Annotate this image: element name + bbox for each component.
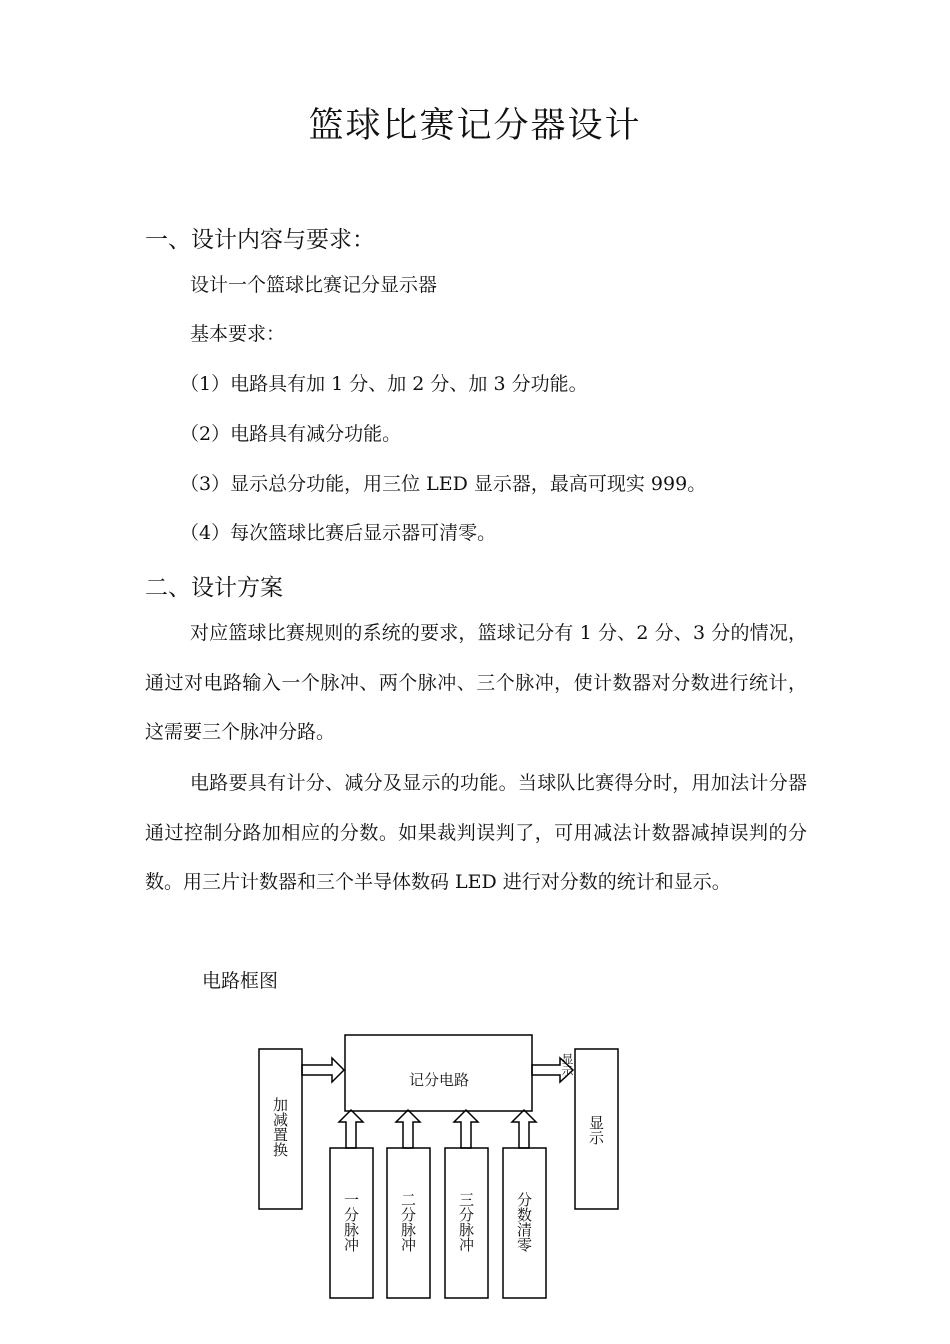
two-point-pulse-label: 二分脉冲 [399, 1192, 417, 1252]
basic-requirements-label: 基本要求： [190, 323, 286, 345]
up-arrow-4 [512, 1110, 536, 1148]
one-point-pulse-label: 一分脉冲 [342, 1192, 360, 1252]
up-arrow-2 [396, 1110, 420, 1148]
up-arrow-1 [339, 1110, 363, 1148]
up-arrow-3 [454, 1110, 478, 1148]
design-paragraph-1: 对应篮球比赛规则的系统的要求，篮球记分有 1 分、2 分、3 分的情况，通过对电路输入一个脉冲、两个脉冲、三个脉冲，使计数器对分数进行统计，这需要三个脉冲分路。 [145, 622, 807, 743]
design-paragraph-2: 电路要具有计分、减分及显示的功能。当球队比赛得分时，用加法计分器通过控制分路加相应的分数。如果裁判误判了，可用减法计数器减掉误判的分数。用三片计数器和三个半导体数码 LED 进行对分数的统计和显示。 [145, 772, 807, 893]
requirement-item-4: （4）每次篮球比赛后显示器可清零。 [180, 522, 497, 544]
score-clear-label: 分数清零 [515, 1192, 533, 1252]
diagram-caption: 电路框图 [202, 970, 279, 992]
requirement-item-2: （2）电路具有减分功能。 [180, 423, 402, 445]
three-point-pulse-label: 三分脉冲 [457, 1192, 475, 1252]
left-input-arrow [302, 1058, 344, 1082]
requirement-item-3: （3）显示总分功能，用三位 LED 显示器，最高可现实 999。 [180, 473, 707, 495]
section1-heading: 一、设计内容与要求： [145, 227, 375, 253]
display-arrow-label: 显示 [560, 1053, 574, 1077]
document-title: 篮球比赛记分器设计 [308, 106, 642, 146]
requirement-item-1: （1）电路具有加 1 分、加 2 分、加 3 分功能。 [180, 373, 588, 395]
section2-heading: 二、设计方案 [145, 575, 283, 601]
display-label: 显示 [587, 1115, 605, 1145]
add-sub-switch-label: 加减置换 [271, 1097, 289, 1157]
design-subtitle: 设计一个篮球比赛记分显示器 [190, 274, 438, 296]
scoring-circuit-label: 记分电路 [408, 1071, 470, 1089]
